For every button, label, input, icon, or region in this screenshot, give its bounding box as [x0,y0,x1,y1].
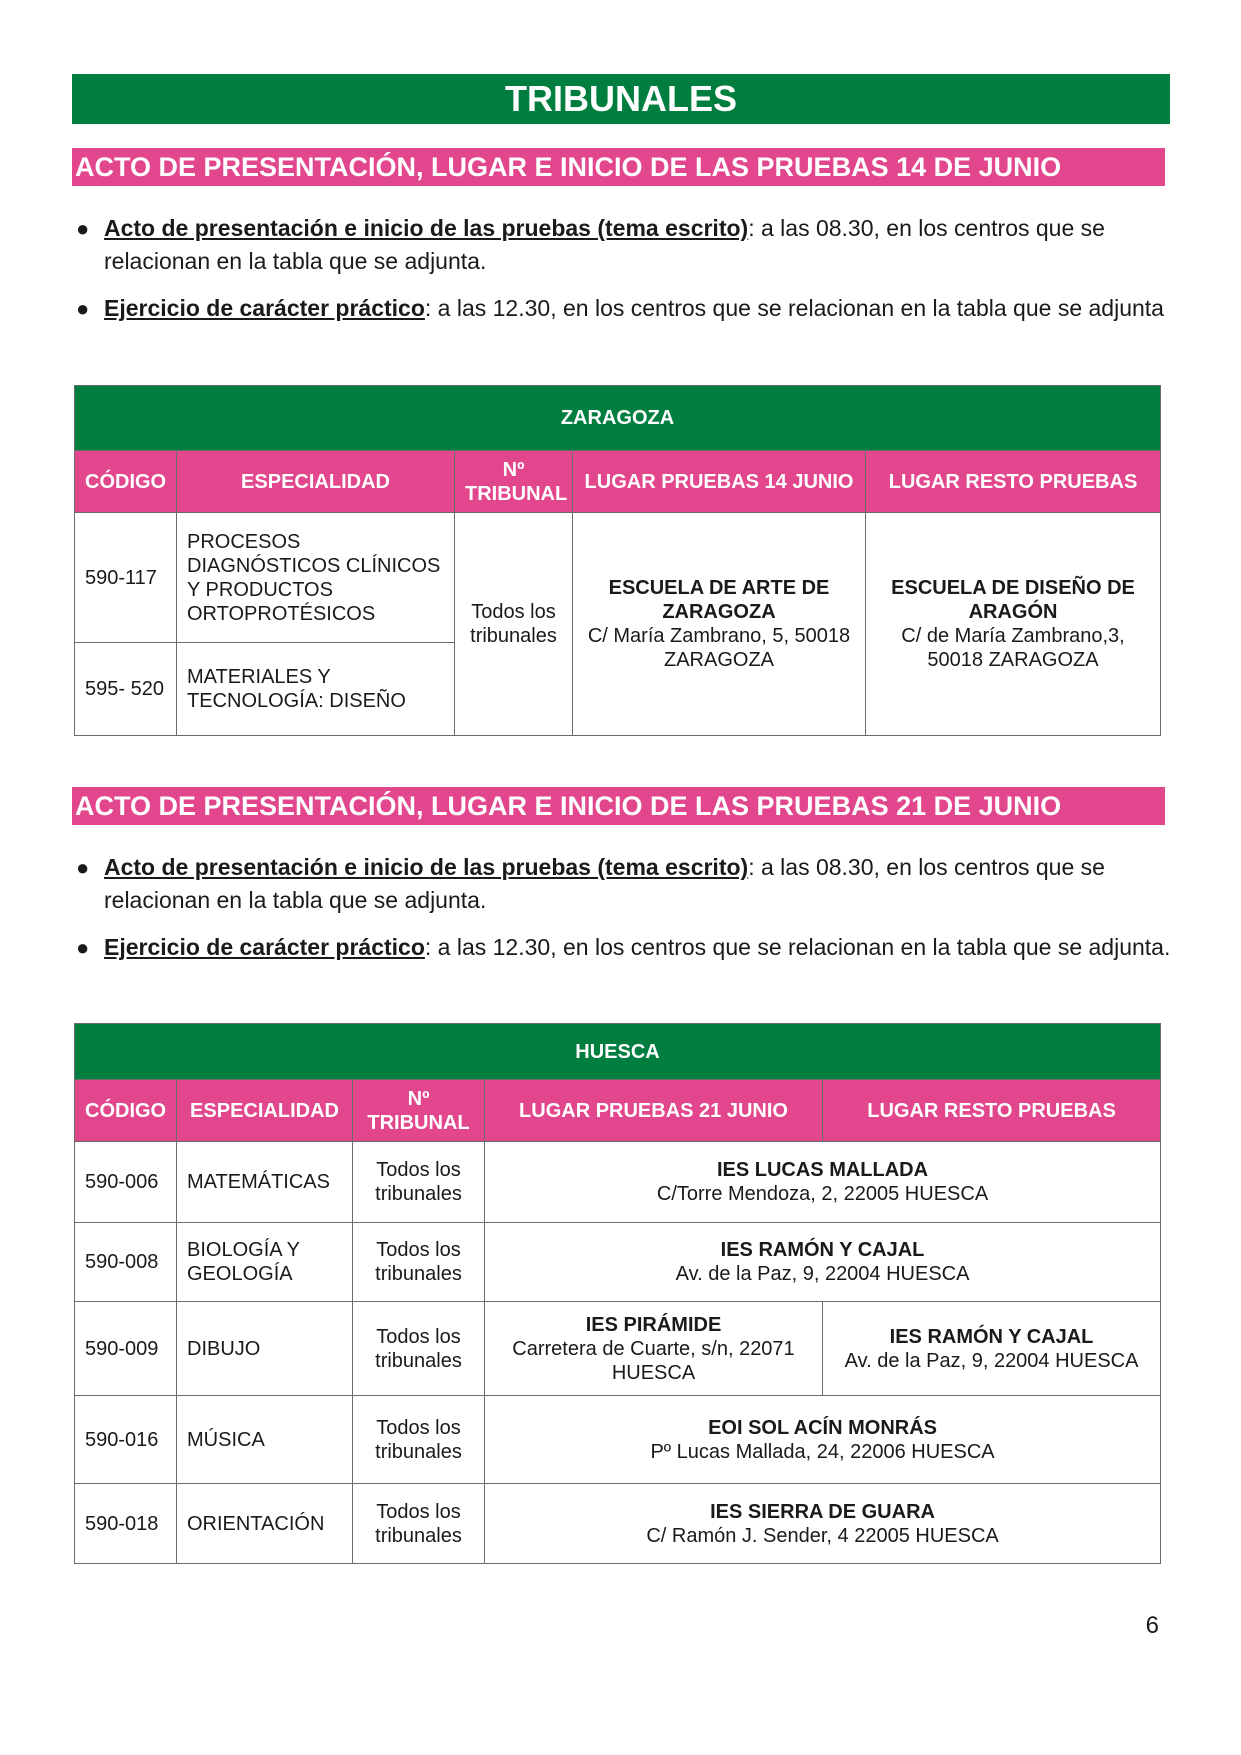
specialty-cell: MATEMÁTICAS [177,1142,353,1223]
code-cell: 595- 520 [75,643,177,736]
lugar-cell [485,1396,1161,1484]
col-header-lugar-21: LUGAR PRUEBAS 21 JUNIO [485,1080,823,1142]
lugar-21-cell [485,1302,823,1396]
section-heading-21-junio: ACTO DE PRESENTACIÓN, LUGAR E INICIO DE LAS PRUEBAS 21 DE JUNIO [72,787,1165,825]
tribunal-cell: Todos los tribunales [353,1142,485,1223]
zaragoza-table [74,385,1161,736]
venue-address: C/ de María Zambrano,3, 50018 ZARAGOZA [901,625,1125,671]
region-header: ZARAGOZA [75,386,1161,451]
venue-name: ESCUELA DE ARTE DE ZARAGOZA [608,577,830,623]
huesca-table [74,1023,1161,1564]
specialty-cell: ORIENTACIÓN [177,1484,353,1564]
venue-name: EOI SOL ACÍN MONRÁS [708,1416,937,1439]
venue-name: ESCUELA DE DISEÑO DE ARAGÓN [891,577,1135,623]
table-row [75,1302,1161,1396]
col-header-tribunal: Nº TRIBUNAL [353,1080,485,1142]
code-cell: 590-008 [75,1223,177,1302]
bullet-text: : a las 12.30, en los centros que se relacionan en la tabla que se adjunta. [424,934,1171,960]
table-row [75,513,1161,643]
bullet-list-14-junio [72,212,1172,339]
lugar-cell [485,1484,1161,1564]
venue-name: IES LUCAS MALLADA [716,1159,929,1181]
bullet-text: : a las 12.30, en los centros que se relacionan en la tabla que se adjunta [424,295,1164,321]
specialty-cell: MÚSICA [177,1396,353,1484]
venue-name: IES RAMÓN Y CAJAL [720,1239,925,1261]
lugar-cell [485,1223,1161,1302]
bullet-dot-icon: ● [76,216,90,241]
specialty-cell: BIOLOGÍA Y GEOLOGÍA [177,1223,353,1302]
lugar-14-cell [573,513,866,736]
col-header-lugar-resto: LUGAR RESTO PRUEBAS [823,1080,1161,1142]
col-header-codigo: CÓDIGO [75,1080,177,1142]
bullet-lead: Acto de presentación e inicio de las pruebas (tema escrito) [104,215,749,241]
bullet-item [72,212,1172,278]
venue-address: Av. de la Paz, 9, 22004 HUESCA [844,1349,1139,1372]
col-header-especialidad: ESPECIALIDAD [177,1080,353,1142]
table-row [75,1223,1161,1302]
specialty-cell: DIBUJO [177,1302,353,1396]
code-cell: 590-006 [75,1142,177,1223]
lugar-resto-cell [866,513,1161,736]
code-cell: 590-117 [75,513,177,643]
bullet-text: : a las 08.30, en los centros que se relacionan en la tabla que se adjunta. [104,215,1105,274]
bullet-lead: Ejercicio de carácter práctico [104,934,425,960]
lugar-resto-cell [823,1302,1161,1396]
venue-name: IES RAMÓN Y CAJAL [889,1325,1094,1348]
col-header-codigo: CÓDIGO [75,451,177,513]
bullet-list-21-junio [72,851,1172,978]
bullet-item [72,292,1172,325]
venue-address: Carretera de Cuarte, s/n, 22071 HUESCA [512,1337,795,1384]
bullet-lead: Ejercicio de carácter práctico [104,295,425,321]
code-cell: 590-016 [75,1396,177,1484]
tribunal-cell: Todos los tribunales [353,1223,485,1302]
specialty-cell: MATERIALES Y TECNOLOGÍA: DISEÑO [177,643,455,736]
col-header-lugar-resto: LUGAR RESTO PRUEBAS [866,451,1161,513]
venue-address: C/Torre Mendoza, 2, 22005 HUESCA [656,1183,989,1205]
bullet-item [72,851,1172,917]
bullet-lead: Acto de presentación e inicio de las pruebas (tema escrito) [104,854,749,880]
page-number: 6 [1145,1612,1159,1639]
code-cell: 590-018 [75,1484,177,1564]
code-cell: 590-009 [75,1302,177,1396]
venue-name: IES PIRÁMIDE [585,1313,722,1336]
bullet-text: : a las 08.30, en los centros que se relacionan en la tabla que se adjunta. [104,854,1105,913]
bullet-item [72,931,1172,964]
bullet-dot-icon: ● [76,855,90,880]
col-header-especialidad: ESPECIALIDAD [177,451,455,513]
bullet-dot-icon: ● [76,935,90,960]
venue-address: Pº Lucas Mallada, 24, 22006 HUESCA [650,1440,995,1463]
venue-name: IES SIERRA DE GUARA [710,1500,935,1523]
specialty-cell: PROCESOS DIAGNÓSTICOS CLÍNICOS Y PRODUCTOS ORTOPROTÉSICOS [177,513,455,643]
tribunal-cell: Todos los tribunales [455,513,573,736]
tribunal-cell: Todos los tribunales [353,1484,485,1564]
bullet-dot-icon: ● [76,296,90,321]
col-header-lugar-14: LUGAR PRUEBAS 14 JUNIO [573,451,866,513]
venue-address: C/ Ramón J. Sender, 4 22005 HUESCA [646,1524,999,1547]
page-title: TRIBUNALES [72,74,1170,124]
col-header-tribunal: Nº TRIBUNAL [455,451,573,513]
table-row [75,1142,1161,1223]
table-row [75,1484,1161,1564]
table-row [75,1396,1161,1484]
tribunal-cell: Todos los tribunales [353,1396,485,1484]
venue-address: Av. de la Paz, 9, 22004 HUESCA [675,1263,970,1285]
venue-address: C/ María Zambrano, 5, 50018 ZARAGOZA [587,625,851,671]
region-header: HUESCA [75,1024,1161,1080]
section-heading-14-junio: ACTO DE PRESENTACIÓN, LUGAR E INICIO DE LAS PRUEBAS 14 DE JUNIO [72,148,1165,186]
lugar-cell [485,1142,1161,1223]
tribunal-cell: Todos los tribunales [353,1302,485,1396]
